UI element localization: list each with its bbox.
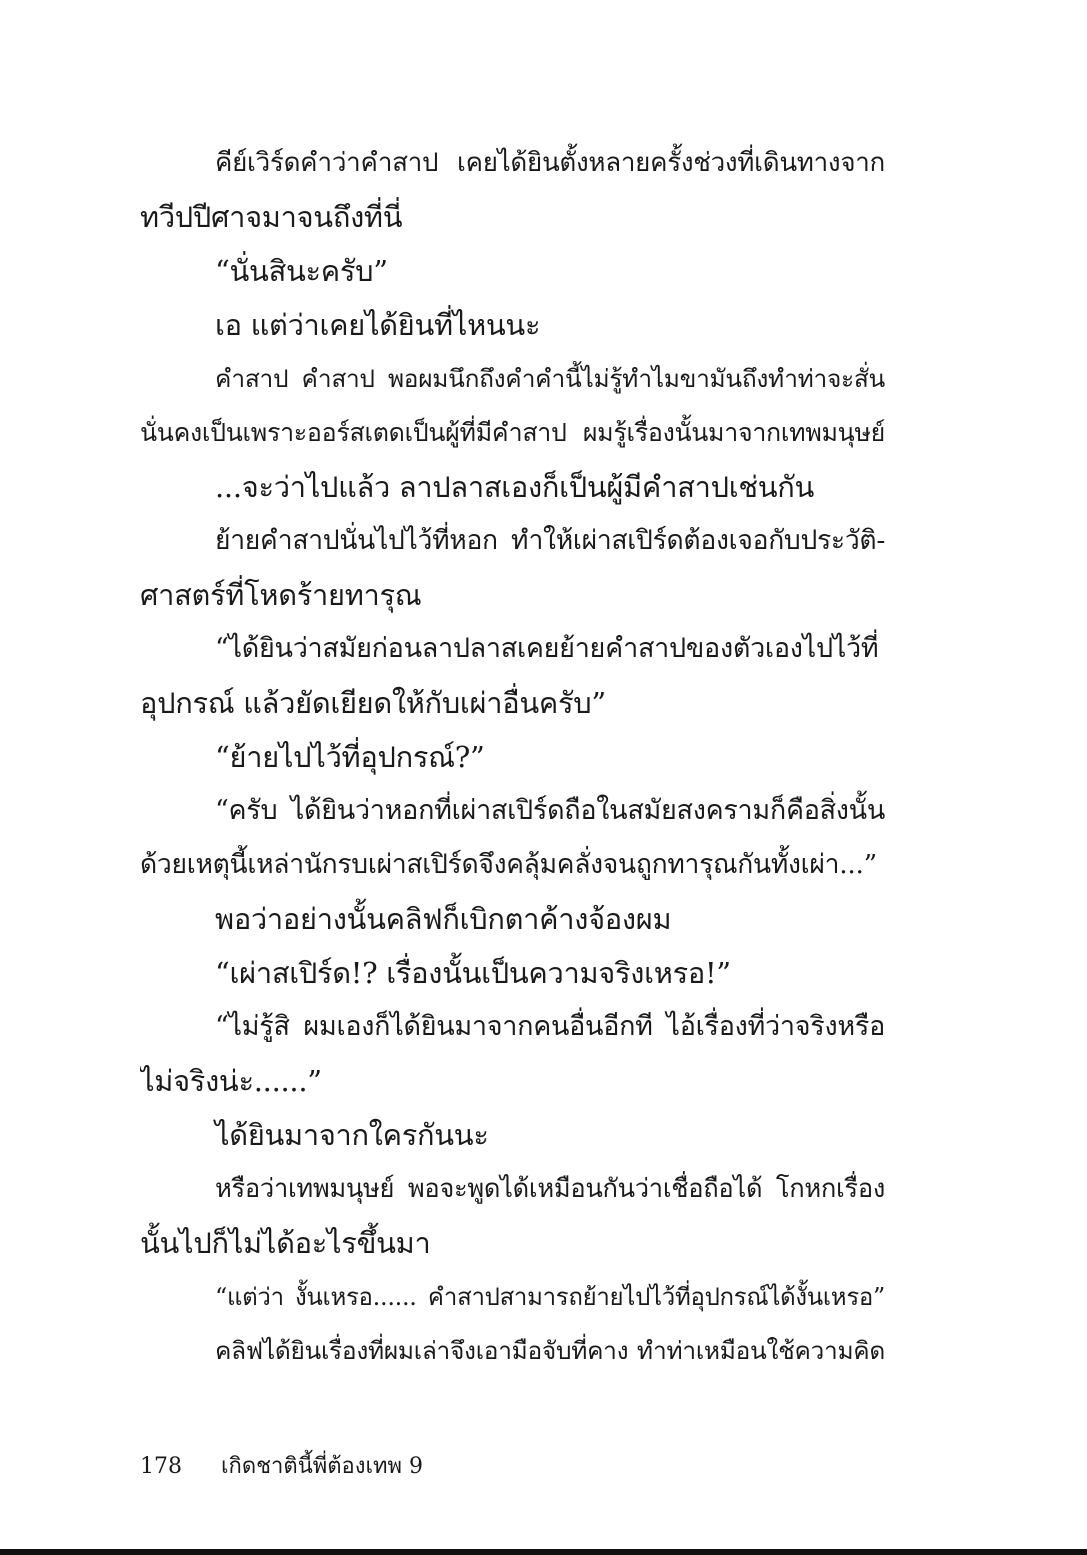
text-line: “เผ่าสเปิร์ด!? เรื่องนั้นเป็นความจริงเหรอ!”	[215, 956, 731, 990]
text-line: นั่นคงเป็นเพราะออร์สเตดเป็นผู้ที่มีคำสาป ผมรู้เรื่องนั้นมาจากเทพมนุษย์	[140, 418, 885, 447]
text-line: ได้ยินมาจากใครกันนะ	[215, 1118, 489, 1152]
text-line: คีย์เวิร์ดคำว่าคำสาป เคยได้ยินตั้งหลายครั้งช่วงที่เดินทางจาก	[215, 148, 885, 178]
text-line: “นั่นสินะครับ”	[215, 254, 388, 288]
text-line: “ไม่รู้สิ ผมเองก็ได้ยินมาจากคนอื่นอีกที ไอ้เรื่องที่ว่าจริงหรือ	[215, 1011, 885, 1042]
page-footer	[140, 1448, 423, 1483]
text-line: ทวีปปีศาจมาจนถึงที่นี่	[140, 200, 403, 234]
text-line: เอ แต่ว่าเคยได้ยินที่ไหนนะ	[215, 308, 541, 342]
text-line: คำสาป คำสาป พอผมนึกถึงคำคำนี้ไม่รู้ทำไมขามันถึงทำท่าจะสั่น	[215, 364, 885, 393]
text-line: ศาสตร์ที่โหดร้ายทารุณ	[140, 578, 422, 612]
page-body	[140, 136, 885, 1378]
text-line: อุปกรณ์ แล้วยัดเยียดให้กับเผ่าอื่นครับ”	[140, 686, 606, 720]
text-line: “ครับ ได้ยินว่าหอกที่เผ่าสเปิร์ดถือในสมัยสงครามก็คือสิ่งนั้น	[215, 795, 885, 826]
text-line: ย้ายคำสาปนั่นไปไว้ที่หอก ทำให้เผ่าสเปิร์ดต้องเจอกับประวัติ-	[215, 525, 885, 556]
text-line: “ได้ยินว่าสมัยก่อนลาปลาสเคยย้ายคำสาปของตัวเองไปไว้ที่	[215, 633, 879, 664]
book-title: เกิดชาตินี้พี่ต้องเทพ 9	[221, 1454, 423, 1479]
text-line: หรือว่าเทพมนุษย์ พอจะพูดได้เหมือนกันว่าเชื่อถือได้ โกหกเรื่อง	[215, 1174, 885, 1204]
text-line: คลิฟได้ยินเรื่องที่ผมเล่าจึงเอามือจับที่คาง ทำท่าเหมือนใช้ความคิด	[215, 1336, 885, 1365]
page-number: 178	[140, 1454, 182, 1479]
text-line: พอว่าอย่างนั้นคลิฟก็เบิกตาค้างจ้องผม	[215, 902, 672, 936]
text-line: “แต่ว่า งั้นเหรอ...... คำสาปสามารถย้ายไปไว้ที่อุปกรณ์ได้งั้นเหรอ”	[215, 1283, 885, 1311]
text-line: “ย้ายไปไว้ที่อุปกรณ์?”	[215, 740, 485, 774]
text-line: ...จะว่าไปแล้ว ลาปลาสเองก็เป็นผู้มีคำสาปเช่นกัน	[215, 470, 815, 504]
text-line: ด้วยเหตุนี้เหล่านักรบเผ่าสเปิร์ดจึงคลุ้มคลั่งจนถูกทารุณกันทั้งเผ่า...”	[140, 849, 877, 880]
bottom-divider	[0, 1549, 1087, 1555]
text-line: ไม่จริงน่ะ......”	[140, 1064, 322, 1098]
text-line: นั้นไปก็ไม่ได้อะไรขึ้นมา	[140, 1226, 431, 1260]
